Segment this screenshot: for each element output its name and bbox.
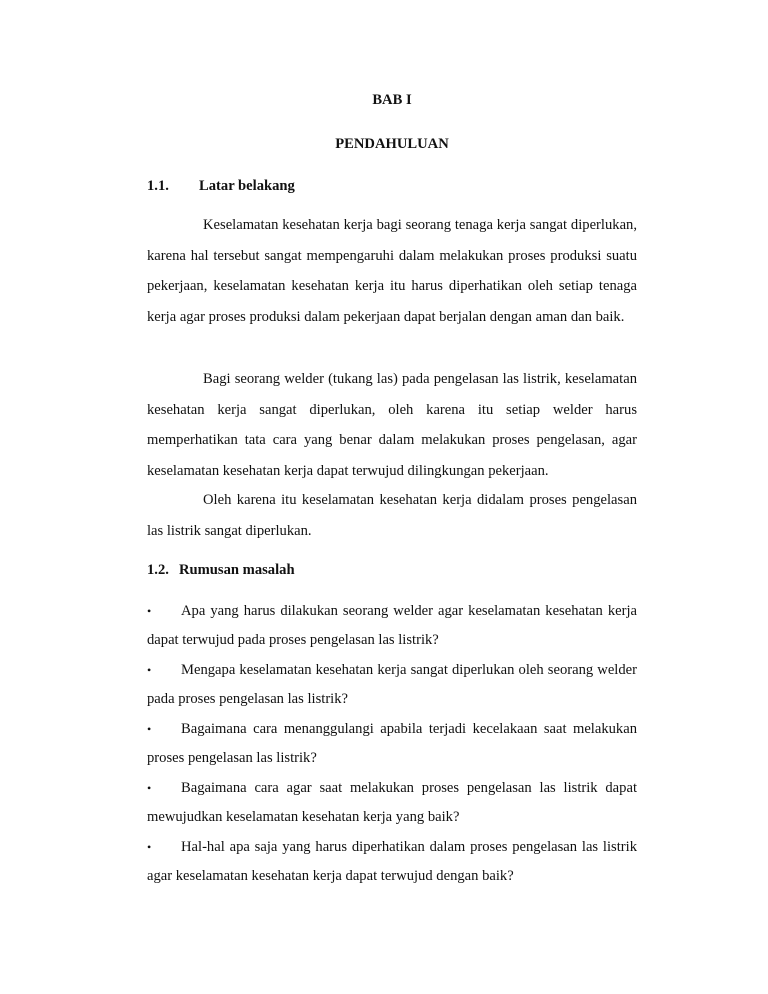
chapter-heading: BAB I xyxy=(372,92,412,108)
list-item xyxy=(147,656,637,713)
list-item xyxy=(147,833,637,890)
paragraph: Bagi seorang welder (tukang las) pada pengelasan las listrik, keselamatan kesehatan kerja sangat diperlukan, oleh karena itu setiap welder harus memperhatikan tata cara yang benar dalam melakukan proses pengelasan, agar keselamatan kesehatan kerja dapat terwujud dilingkungan pekerjaan. xyxy=(147,371,637,479)
list-item xyxy=(147,774,637,831)
bullet-icon: • xyxy=(147,604,152,618)
section-heading-problem-statement xyxy=(147,562,295,579)
list-item xyxy=(147,715,637,772)
list-item-text: Mengapa keselamatan kesehatan kerja sangat diperlukan oleh seorang welder pada proses pengelasan las listrik? xyxy=(147,662,637,707)
bullet-icon: • xyxy=(147,663,152,677)
bullet-icon: • xyxy=(147,781,152,795)
paragraph: Keselamatan kesehatan kerja bagi seorang tenaga kerja sangat diperlukan, karena hal tersebut sangat mempengaruhi dalam melakukan proses produksi suatu pekerjaan, keselamatan kesehatan kerja itu harus diperhatikan oleh setiap tenaga kerja agar proses produksi dalam pekerjaan dapat berjalan dengan aman dan baik. xyxy=(147,217,637,325)
bullet-icon: • xyxy=(147,722,152,736)
paragraph: Oleh karena itu keselamatan kesehatan kerja didalam proses pengelasan las listrik sangat diperlukan. xyxy=(147,492,637,539)
section-number: 1.2. xyxy=(147,562,169,578)
section-number: 1.1. xyxy=(147,178,169,194)
list-item-text: Hal-hal apa saja yang harus diperhatikan dalam proses pengelasan las listrik agar keselamatan kesehatan kerja dapat terwujud dengan baik? xyxy=(147,839,637,884)
chapter-title: PENDAHULUAN xyxy=(335,136,449,152)
list-item-text: Bagaimana cara menanggulangi apabila terjadi kecelakaan saat melakukan proses pengelasan las listrik? xyxy=(147,721,637,766)
bullet-icon: • xyxy=(147,840,152,854)
list-item-text: Bagaimana cara agar saat melakukan proses pengelasan las listrik dapat mewujudkan keselamatan kesehatan kerja yang baik? xyxy=(147,780,637,825)
section-title: Latar belakang xyxy=(199,178,295,194)
list-item-text: Apa yang harus dilakukan seorang welder agar keselamatan kesehatan kerja dapat terwujud pada proses pengelasan las listrik? xyxy=(147,603,637,648)
section-heading-background xyxy=(147,178,295,195)
section-title: Rumusan masalah xyxy=(179,562,295,578)
problem-list xyxy=(147,597,637,892)
list-item xyxy=(147,597,637,654)
